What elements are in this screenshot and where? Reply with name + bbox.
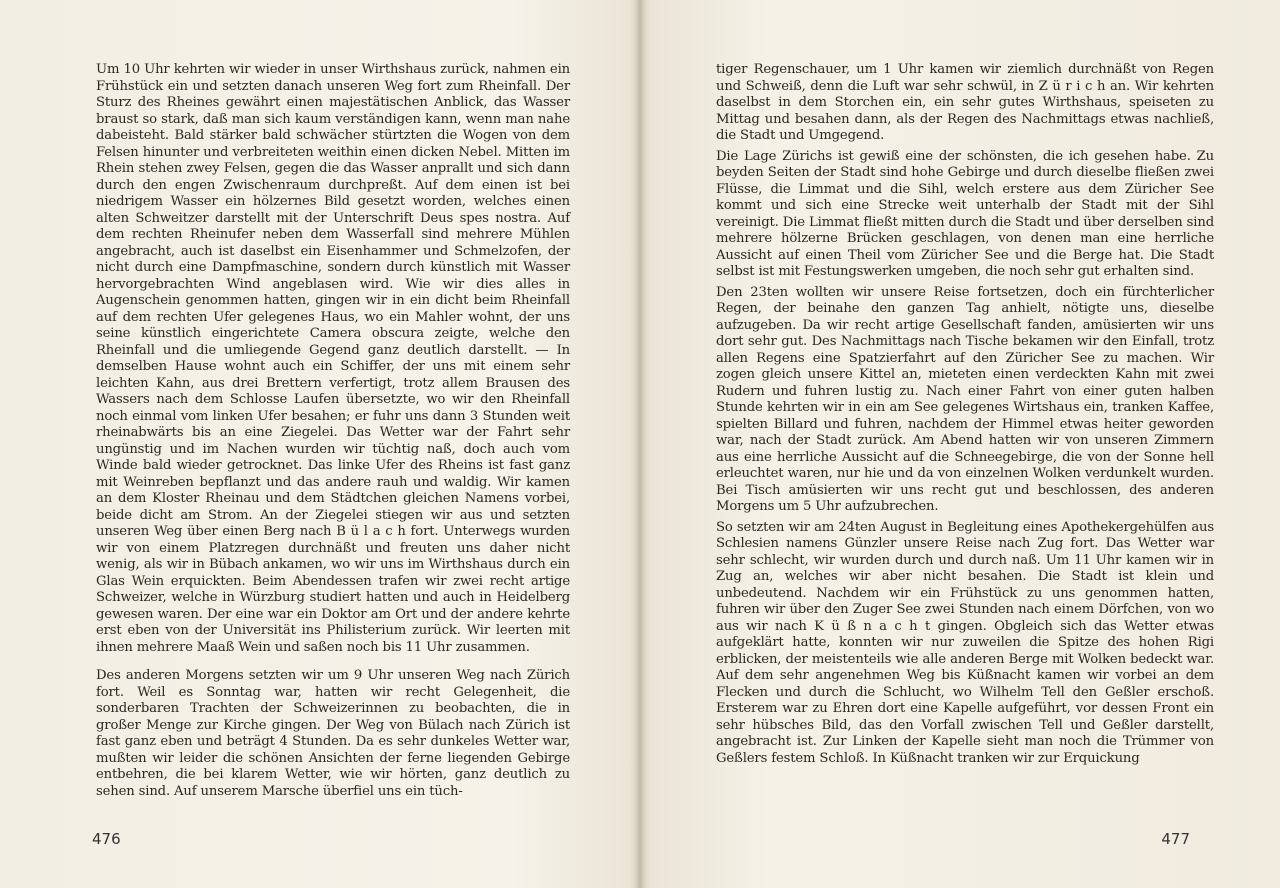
- paragraph: Um 10 Uhr kehrten wir wieder in unser Wirthshaus zurück, nahmen ein Frühstück ein und setzten danach unseren Weg fort zum Rheinfall. Der Sturz des Rheines gewährt einen majestätischen Anblick, das Wasser braust so stark, daß man sich kaum verständigen kann, wenn man nahe dabeisteht. Bald stärker bald schwächer stürtzten die Wogen von dem Felsen hinunter und verbreiteten weithin einen dicken Nebel. Mitten im Rhein stehen zwey Felsen, gegen die das Wasser anprallt und sich dann durch den engen Zwischenraum durchpreßt. Auf dem einen ist bei niedrigem Wasser ein hölzernes Bild gesetzt worden, welches einen alten Schweitzer darstellt mit der Unterschrift Deus spes nostra. Auf dem rechten Rheinufer neben dem Wasserfall sind mehrere Mühlen angebracht, auch ist daselbst ein Eisenhammer und Schmelzofen, der nicht durch eine Dampfmaschine, sondern durch künstlich mit Wasser hervorgebrachten Wind angeblasen wird. Wie wir dies alles in Augenschein genommen hatten, gingen wir in ein dicht beim Rheinfall auf dem rechten Ufer gelegenes Haus, wo ein Mahler wohnt, der uns seine künstlich eingerichtete Camera obscura zeigte, welche den Rheinfall und die umliegende Gegend ganz deutlich darstellt. — In demselben Hause wohnt auch ein Schiffer, der uns mit einem sehr leichten Kahn, aus drei Brettern verfertigt, trotz allem Brausen des Wassers nach dem Schlosse Laufen übersetzte, wo wir den Rheinfall noch einmal vom linken Ufer besahen; er fuhr uns dann 3 Stunden weit rheinabwärts bis an eine Ziegelei. Das Wetter war der Fahrt sehr ungünstig und im Nachen wurden wir tüchtig naß, doch auch vom Winde bald wieder getrocknet. Das linke Ufer des Rheins ist fast ganz mit Weinreben bepflanzt und das andere rauh und waldig. Wir kamen an dem Kloster Rheinau und dem Städtchen gleichen Namens vorbei, beide dicht am Strom. An der Ziegelei stiegen wir aus und setzten unseren Weg über einen Berg nach B ü l a c h fort. Unterwegs wurden wir von einem Platzregen durchnäßt und freuten uns daher nicht wenig, als wir in Bübach ankamen, wo wir uns im Wirthshaus durch ein Glas Wein erquickten. Beim Abendessen trafen wir zwei recht artige Schweizer, welche in Würzburg studiert hatten und auch in Heidelberg gewesen waren. Der eine war ein Doktor am Ort und der andere kehrte erst eben von der Universität ins Philisterium zurück. Wir leerten mit ihnen mehrere Maaß Wein und saßen noch bis 11 Uhr zusammen.: [96, 62, 570, 655]
- left-page-text: [96, 62, 570, 800]
- right-page-text: [716, 62, 1214, 767]
- page-number: 477: [1161, 830, 1190, 848]
- paragraph: Den 23ten wollten wir unsere Reise fortsetzen, doch ein fürchterlicher Regen, der beinahe den ganzen Tag anhielt, nötigte uns, dieselbe aufzugeben. Da wir recht artige Gesellschaft fanden, amüsierten wir uns dort sehr gut. Des Nachmittags nach Tische bekamen wir den Einfall, trotz allen Regens eine Spatzierfahrt auf den Züricher See zu machen. Wir zogen gleich unsere Kittel an, mieteten einen verdeckten Kahn mit zwei Rudern und fuhren lustig zu. Nach einer Fahrt von einer guten halben Stunde kehrten wir in ein am See gelegenes Wirtshaus ein, tranken Kaffee, spielten Billard und fuhren, nachdem der Himmel etwas heiter geworden war, nach der Stadt zurück. Am Abend hatten wir von unseren Zimmern aus eine herrliche Aussicht auf die Schneegebirge, die von der Sonne hell erleuchtet waren, nur hie und da von einzelnen Wolken verdunkelt wurden. Bei Tisch amüsierten wir uns recht gut und beschlossen, des anderen Morgens um 5 Uhr aufzubrechen.: [716, 284, 1214, 514]
- paragraph: tiger Regenschauer, um 1 Uhr kamen wir ziemlich durchnäßt von Regen und Schweiß, denn die Luft war sehr schwül, in Z ü r i c h an. Wir kehrten daselbst in dem Storchen ein, ein sehr gutes Wirthshaus, speiseten zu Mittag und besahen dann, als der Regen des Nachmittags etwas nachließ, die Stadt und Umgegend.: [716, 62, 1214, 143]
- page-number: 476: [92, 830, 121, 848]
- right-page: [640, 0, 1280, 888]
- paragraph: So setzten wir am 24ten August in Begleitung eines Apothekergehülfen aus Schlesien namens Günzler unsere Reise nach Zug fort. Das Wetter war sehr schlecht, wir wurden durch und durch naß. Um 11 Uhr kamen wir in Zug an, welches wir aber nicht besahen. Die Stadt ist klein und unbedeutend. Nachdem wir ein Frühstück zu uns genommen hatten, fuhren wir über den Zuger See zwei Stunden nach einem Dörfchen, von wo aus wir nach K ü ß n a c h t gingen. Obgleich sich das Wetter etwas aufgeklärt hatte, konnten wir nur zuweilen die Spitze des hohen Rigi erblicken, der meistenteils wie alle anderen Berge mit Wolken bedeckt war. Auf dem sehr angenehmen Weg bis Küßnacht kamen wir vorbei an dem Flecken und durch die Schlucht, wo Wilhelm Tell den Geßler erschoß. Ersterem war zu Ehren dort eine Kapelle aufgeführt, vor dessen Front ein sehr hübsches Bild, das den Vorfall zwischen Tell und Geßler darstellt, angebracht ist. Zur Linken der Kapelle sieht man noch die Trümmer von Geßlers festem Schloß. In Küßnacht tranken wir zur Erquickung: [716, 519, 1214, 766]
- paragraph: Die Lage Zürichs ist gewiß eine der schönsten, die ich gesehen habe. Zu beyden Seiten der Stadt sind hohe Gebirge und durch dieselbe fließen zwei Flüsse, die Limmat und die Sihl, welch erstere aus dem Züricher See kommt und sich eine Strecke weit unterhalb der Stadt mit der Sihl vereinigt. Die Limmat fließt mitten durch die Stadt und über derselben sind mehrere hölzerne Brücken geschlagen, von denen man eine herrliche Aussicht auf einen Theil vom Züricher See und die Berge hat. Die Stadt selbst ist mit Festungswerken umgeben, die noch sehr gut erhalten sind.: [716, 148, 1214, 279]
- paragraph: Des anderen Morgens setzten wir um 9 Uhr unseren Weg nach Zürich fort. Weil es Sonntag war, hatten wir recht Gelegenheit, die sonderbaren Trachten der Schweizerinnen zu beobachten, die in großer Menge zur Kirche gingen. Der Weg von Bülach nach Zürich ist fast ganz eben und beträgt 4 Stunden. Da es sehr dunkeles Wetter war, mußten wir leider die schönen Ansichten der ferne liegenden Gebirge entbehren, die bei klarem Wetter, wie wir hörten, ganz deutlich zu sehen sind. Auf unserem Marsche überfiel uns ein tüch-: [96, 668, 570, 799]
